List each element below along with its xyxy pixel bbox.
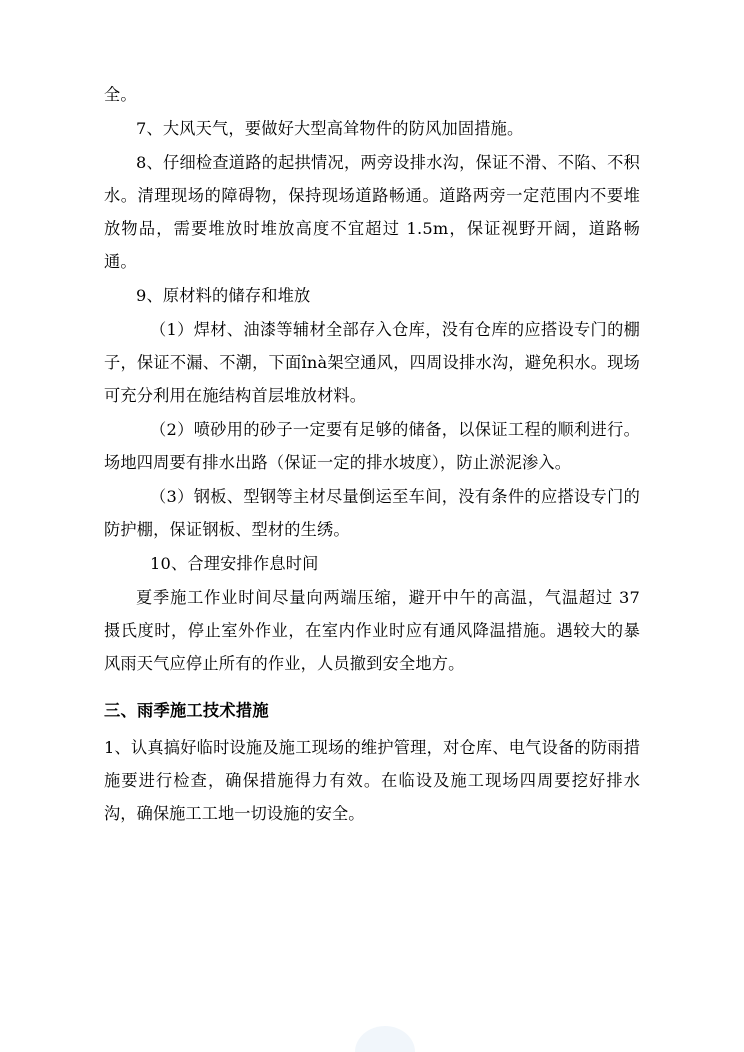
paragraph-item-9-1: （1）焊材、油漆等辅材全部存入仓库，没有仓库的应搭设专门的棚子，保证不漏、不潮，下面înà架空通风，四周设排水沟，避免积水。现场可充分利用在施结构首层堆放材料。: [104, 320, 640, 405]
paragraph-item-10: 10、合理安排作息时间: [150, 554, 319, 573]
page-watermark: [355, 1026, 415, 1052]
section-heading: 三、雨季施工技术措施: [104, 701, 269, 720]
paragraph-continuation: 全。: [104, 85, 137, 104]
paragraph-section-item-1: 1、认真搞好临时设施及施工现场的维护管理，对仓库、电气设备的防雨措施要进行检查，确保措施得力有效。在临设及施工现场四周要挖好排水沟，确保施工工地一切设施的安全。: [104, 738, 640, 823]
paragraph-item-7: 7、大风天气，要做好大型高耸物件的防风加固措施。: [136, 119, 524, 138]
paragraph-item-9-2: （2）喷砂用的砂子一定要有足够的储备，以保证工程的顺利进行。场地四周要有排水出路（保证一定的排水坡度），防止淤泥渗入。: [104, 420, 640, 472]
document-body: [104, 78, 640, 831]
section-body: [104, 731, 640, 830]
paragraph-item-9: 9、原材料的储存和堆放: [136, 286, 311, 305]
paragraph-item-8: 8、仔细检查道路的起拱情况，两旁设排水沟，保证不滑、不陷、不积水。清理现场的障碍物，保持现场道路畅通。道路两旁一定范围内不要堆放物品，需要堆放时堆放高度不宜超过 1.5m，保证视野开阔，道路畅通。: [104, 153, 640, 271]
paragraph-item-9-3: （3）钢板、型钢等主材尽量倒运至车间，没有条件的应搭设专门的防护棚，保证钢板、型材的生绣。: [104, 487, 640, 539]
paragraph-item-10-body: 夏季施工作业时间尽量向两端压缩，避开中午的高温，气温超过 37 摄氏度时，停止室外作业，在室内作业时应有通风降温措施。遇较大的暴风雨天气应停止所有的作业，人员撤到安全地方。: [104, 588, 640, 673]
